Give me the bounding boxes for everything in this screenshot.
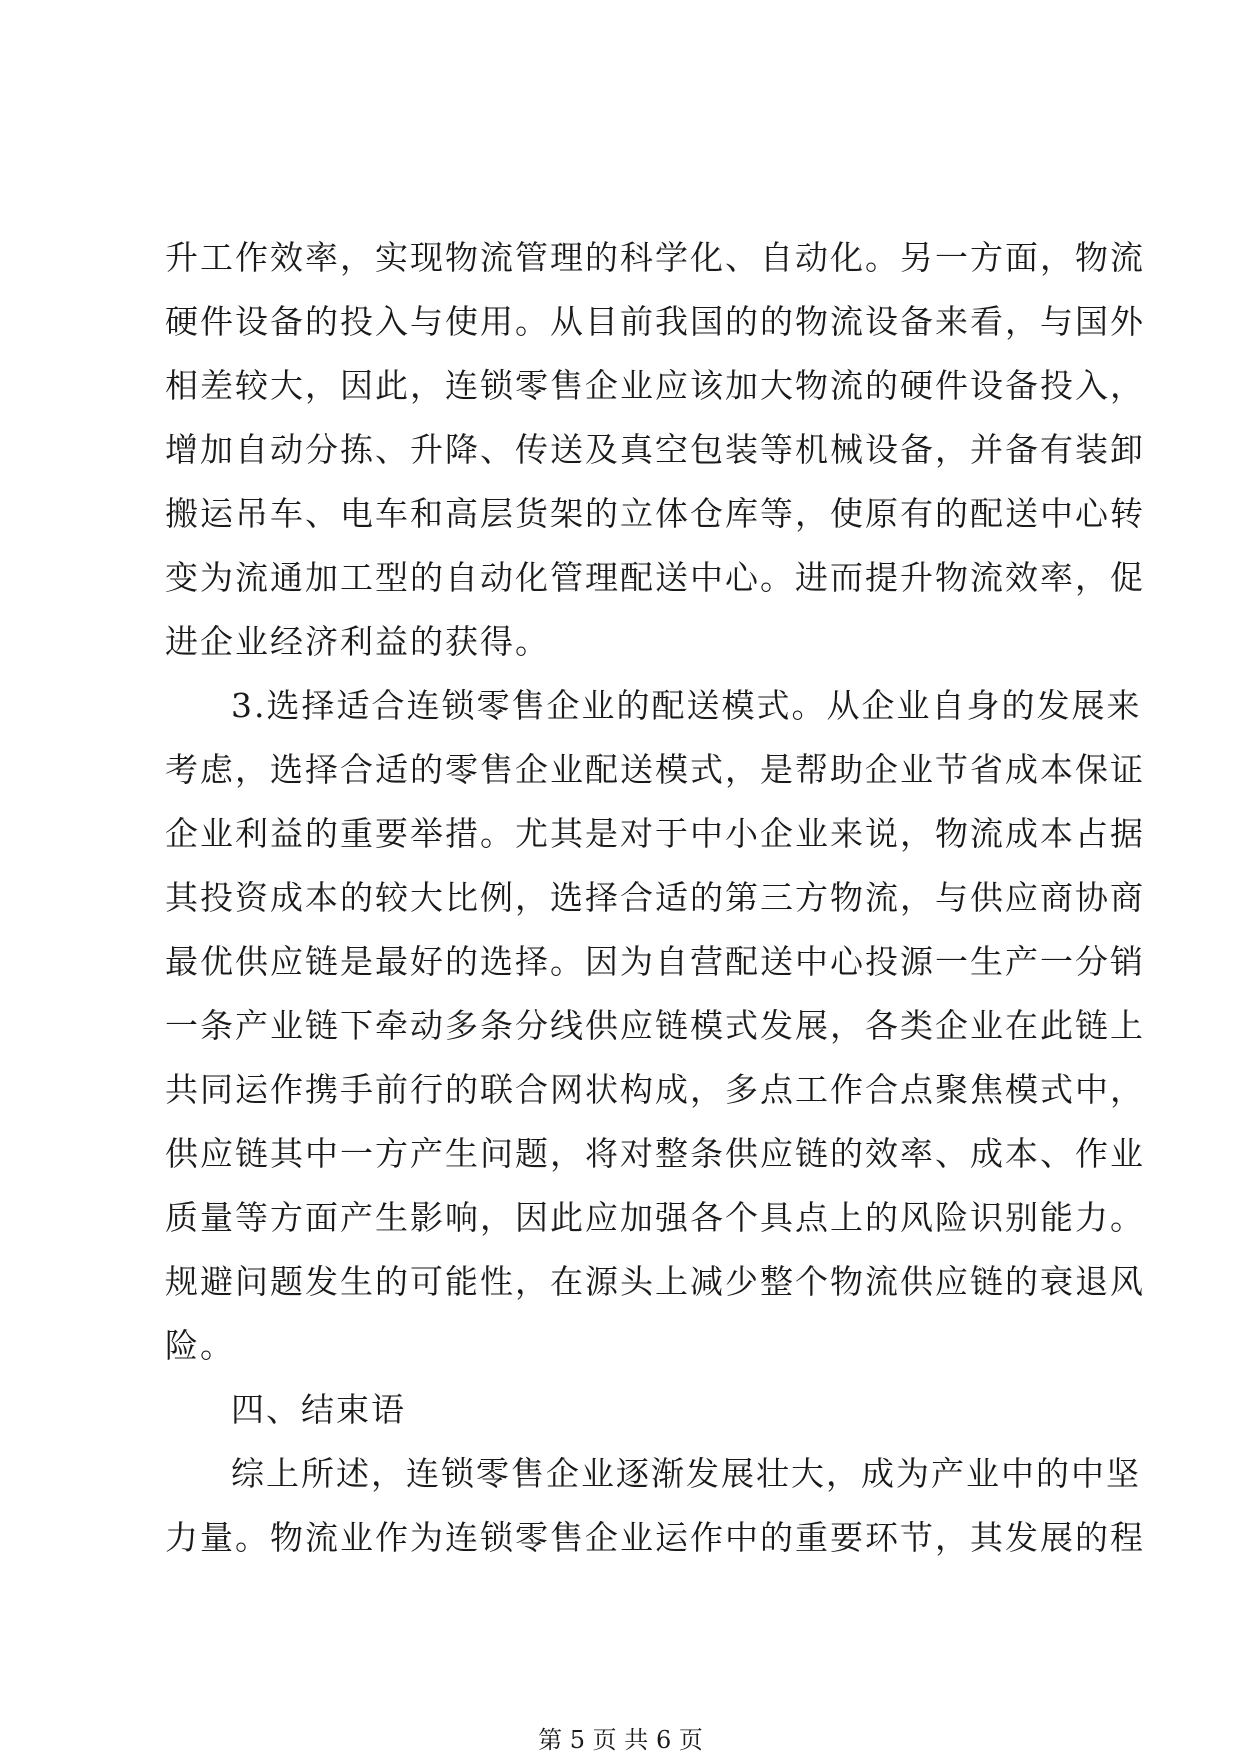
text-line: 企业利益的重要举措。尤其是对于中小企业来说，物流成本占据: [165, 814, 1145, 853]
text-line: 共同运作携手前行的联合网状构成，多点工作合点聚焦模式中，: [165, 1070, 1145, 1109]
text-line: 险。: [165, 1326, 235, 1365]
text-line: 质量等方面产生影响，因此应加强各个具点上的风险识别能力。: [165, 1198, 1145, 1237]
text-line: 其投资成本的较大比例，选择合适的第三方物流，与供应商协商: [165, 878, 1145, 917]
text-line: 规避问题发生的可能性，在源头上减少整个物流供应链的衰退风: [165, 1262, 1145, 1301]
text-line: 考虑，选择合适的零售企业配送模式，是帮助企业节省成本保证: [165, 750, 1145, 789]
text-line: 升工作效率，实现物流管理的科学化、自动化。另一方面，物流: [165, 238, 1145, 277]
text-line: 增加自动分拣、升降、传送及真空包装等机械设备，并备有装卸: [165, 430, 1145, 469]
page-footer: 第 5 页 共 6 页: [538, 1726, 703, 1754]
text-line: 一条产业链下牵动多条分线供应链模式发展，各类企业在此链上: [165, 1006, 1145, 1045]
text-line: 供应链其中一方产生问题，将对整条供应链的效率、成本、作业: [165, 1134, 1145, 1173]
text-line: 力量。物流业作为连锁零售企业运作中的重要环节，其发展的程: [165, 1518, 1145, 1557]
text-line: 变为流通加工型的自动化管理配送中心。进而提升物流效率，促: [165, 558, 1145, 597]
text-line: 相差较大，因此，连锁零售企业应该加大物流的硬件设备投入，: [165, 366, 1145, 405]
text-line: 进企业经济利益的获得。: [165, 622, 550, 661]
text-line: 最优供应链是最好的选择。因为自营配送中心投源一生产一分销: [165, 942, 1145, 981]
text-line: 搬运吊车、电车和高层货架的立体仓库等，使原有的配送中心转: [165, 494, 1145, 533]
section-heading-3: 3.选择适合连锁零售企业的配送模式。从企业自身的发展来: [231, 686, 1142, 725]
text-line: 综上所述，连锁零售企业逐渐发展壮大，成为产业中的中坚: [231, 1454, 1141, 1493]
section-heading-4: 四、结束语: [231, 1390, 406, 1429]
text-line: 硬件设备的投入与使用。从目前我国的的物流设备来看，与国外: [165, 302, 1145, 341]
